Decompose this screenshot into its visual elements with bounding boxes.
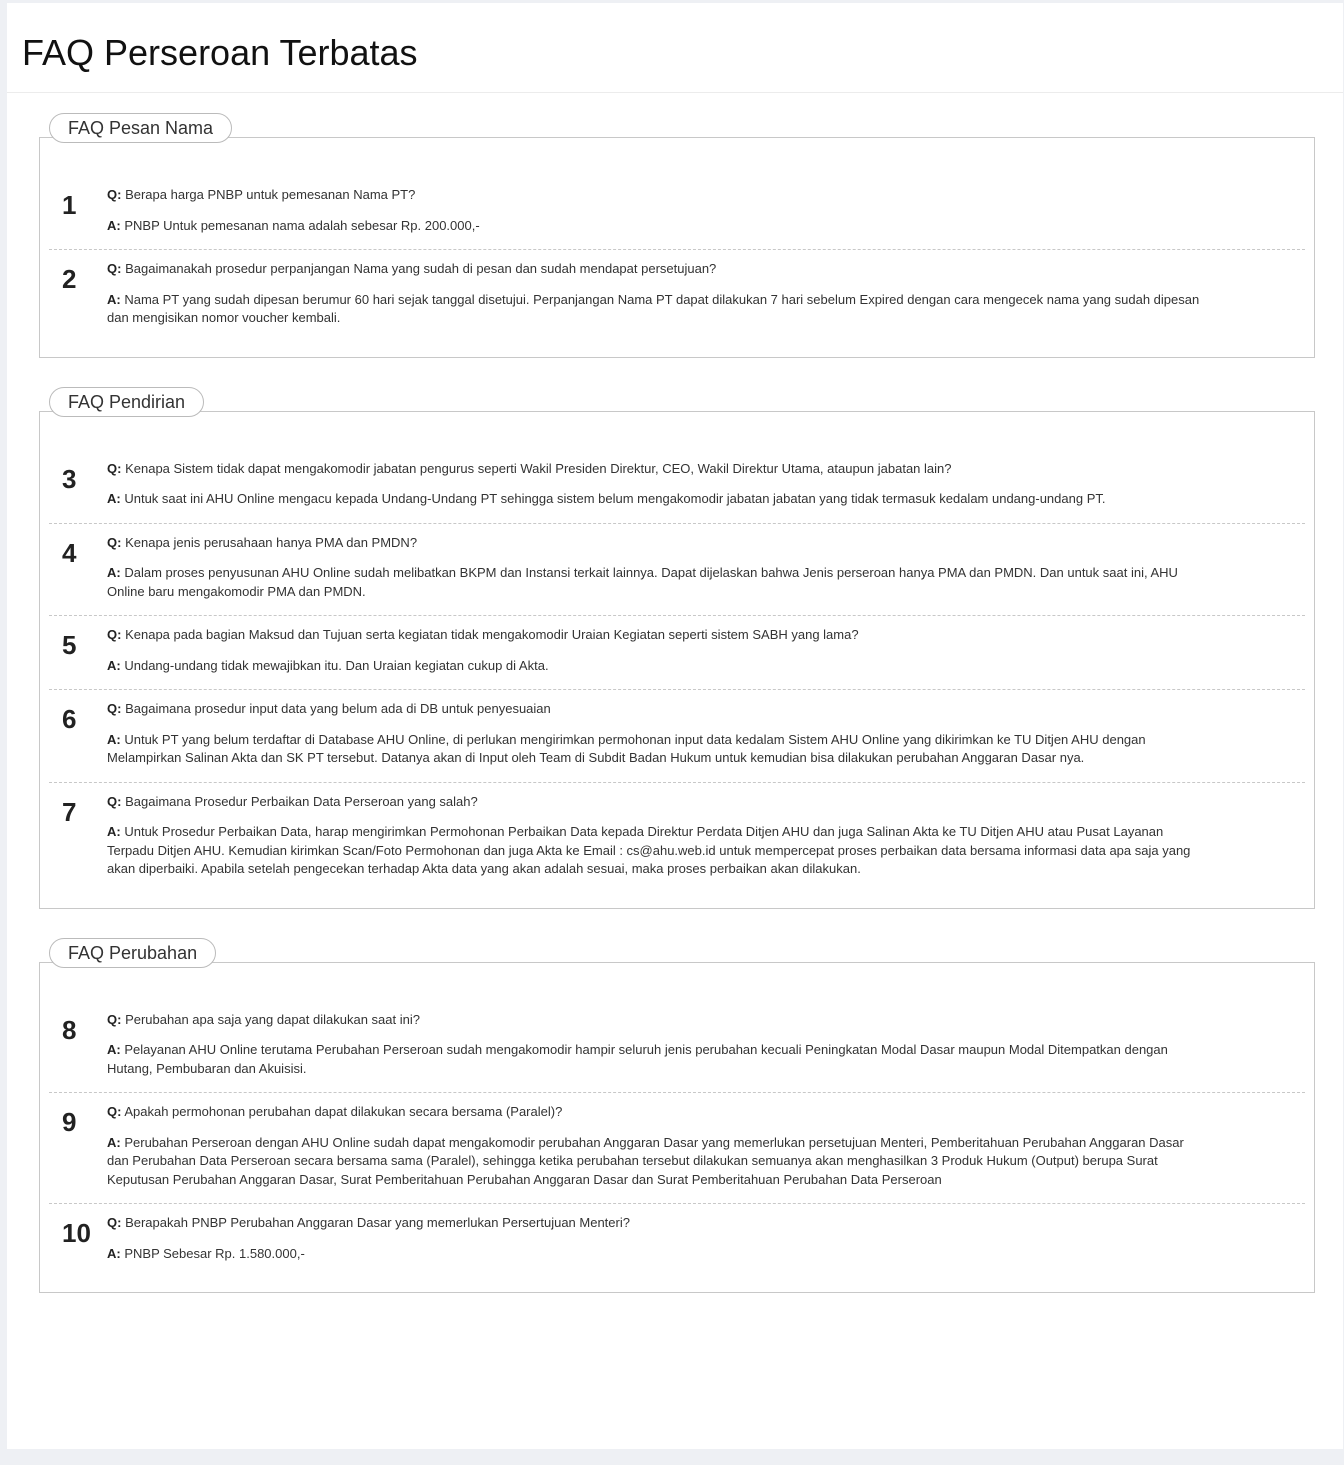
faq-number: 2 [62, 264, 77, 294]
question-label: Q: [107, 1104, 122, 1119]
faq-item [49, 523, 1305, 616]
answer-label: A: [107, 824, 121, 839]
faq-question [107, 460, 1207, 479]
question-label: Q: [107, 701, 122, 716]
faq-question [107, 186, 1207, 205]
faq-item [49, 689, 1305, 782]
faq-page [7, 3, 1343, 1449]
question-text: Kenapa Sistem tidak dapat mengakomodir jabatan pengurus seperti Wakil Presiden Direktur, CEO, Wakil Direktur Utama, ataupun jabatan lain? [125, 460, 952, 476]
faq-question [107, 534, 1207, 553]
answer-text: Untuk PT yang belum terdaftar di Database AHU Online, di perlukan mengirimkan permohonan input data kedalam Sistem AHU Online yang dikirimkan ke TU Ditjen AHU dengan Melampirkan Salinan Akta dan SK PT tersebut. Datanya akan di Input oleh Team di Subdit Badan Hukum untuk kemudian bisa dilakukan perubahan Anggaran Dasar nya. [107, 731, 1146, 765]
faq-list [49, 450, 1305, 908]
faq-question [107, 1103, 1207, 1122]
answer-label: A: [107, 491, 121, 506]
faq-answer [107, 1134, 1207, 1190]
question-label: Q: [107, 534, 122, 550]
faq-answer [107, 657, 1207, 676]
faq-number: 7 [62, 796, 77, 827]
faq-answer [107, 1041, 1207, 1078]
faq-section-pendirian [39, 391, 1315, 909]
answer-label: A: [107, 217, 121, 233]
question-text: Kenapa pada bagian Maksud dan Tujuan serta kegiatan tidak mengakomodir Uraian Kegiatan seperti sistem SABH yang lama? [125, 627, 859, 642]
question-label: Q: [107, 793, 122, 809]
answer-text: PNBP Untuk pemesanan nama adalah sebesar Rp. 200.000,- [124, 217, 480, 233]
faq-question [107, 700, 1207, 719]
question-label: Q: [107, 261, 122, 276]
faq-number: 6 [62, 704, 77, 734]
faq-answer [107, 1245, 1207, 1264]
question-text: Bagaimana prosedur input data yang belum ada di DB untuk penyesuaian [125, 701, 551, 716]
faq-number: 4 [62, 537, 77, 568]
faq-number: 5 [62, 630, 77, 660]
faq-answer [107, 823, 1207, 879]
faq-item [49, 176, 1305, 249]
faq-number: 3 [62, 463, 77, 494]
faq-item [49, 1203, 1305, 1292]
question-text: Berapa harga PNBP untuk pemesanan Nama PT? [125, 187, 416, 202]
faq-answer [107, 731, 1207, 768]
answer-text: Dalam proses penyusunan AHU Online sudah melibatkan BKPM dan Instansi terkait lainnya. Dapat dijelaskan bahwa Jenis perseroan hanya PMA dan PMDN. Dan untuk saat ini, AHU Online baru mengakomodir PMA dan PMDN. [107, 565, 1178, 599]
question-text: Perubahan apa saja yang dapat dilakukan saat ini? [125, 1011, 420, 1027]
answer-label: A: [107, 291, 121, 307]
faq-item [49, 782, 1305, 908]
section-legend: FAQ Pesan Nama [49, 113, 232, 143]
question-text: Bagaimana Prosedur Perbaikan Data Perseroan yang salah? [125, 793, 478, 809]
answer-text: Perubahan Perseroan dengan AHU Online sudah dapat mengakomodir perubahan Anggaran Dasar yang memerlukan persetujuan Menteri, Pemberitahuan Perubahan Anggaran Dasar dan Perubahan Data Perseroan secara bersama sama (Paralel), sehingga ketika perubahan tersebut dilakukan semuanya akan menghasilkan 3 Produk Hukum (Output) berupa Surat Keputusan Perubahan Anggaran Dasar, Surat Pemberitahuan Perubahan Anggaran Dasar dan Surat Pemberitahuan Perubahan Data Perseroan [107, 1134, 1184, 1187]
question-label: Q: [107, 1215, 122, 1230]
answer-label: A: [107, 731, 121, 747]
faq-question [107, 1214, 1207, 1233]
faq-item [49, 1001, 1305, 1093]
answer-text: PNBP Sebesar Rp. 1.580.000,- [124, 1245, 305, 1261]
question-label: Q: [107, 1011, 122, 1027]
section-legend: FAQ Pendirian [49, 387, 204, 417]
question-text: Berapakah PNBP Perubahan Anggaran Dasar yang memerlukan Persertujuan Menteri? [125, 1215, 630, 1230]
question-label: Q: [107, 187, 122, 202]
faq-question [107, 626, 1207, 645]
faq-section-pesan-nama [39, 118, 1315, 358]
answer-label: A: [107, 1042, 121, 1057]
faq-number: 9 [62, 1107, 77, 1137]
faq-answer [107, 217, 1207, 236]
faq-number: 1 [62, 190, 77, 220]
question-label: Q: [107, 627, 122, 642]
faq-answer [107, 490, 1207, 509]
faq-section-perubahan [39, 942, 1315, 1294]
answer-text: Nama PT yang sudah dipesan berumur 60 hari sejak tanggal disetujui. Perpanjangan Nama PT dapat dilakukan 7 hari sebelum Expired dengan cara mengecek nama yang sudah dipesan dan mengisikan nomor voucher kembali. [107, 291, 1200, 325]
faq-item [49, 615, 1305, 689]
answer-text: Untuk saat ini AHU Online mengacu kepada Undang-Undang PT sehingga sistem belum mengakomodir jabatan jabatan yang tidak termasuk kedalam undang-undang PT. [124, 491, 1106, 506]
faq-question [107, 793, 1207, 812]
question-label: Q: [107, 460, 122, 476]
answer-text: Pelayanan AHU Online terutama Perubahan Perseroan sudah mengakomodir hampir seluruh jenis perubahan kecuali Peningkatan Modal Dasar maupun Modal Ditempatkan dengan Hutang, Pembubaran dan Akuisisi. [107, 1042, 1168, 1076]
faq-question [107, 260, 1207, 279]
answer-label: A: [107, 1245, 121, 1261]
answer-text: Undang-undang tidak mewajibkan itu. Dan Uraian kegiatan cukup di Akta. [124, 657, 549, 673]
page-title: FAQ Perseroan Terbatas [7, 3, 1343, 93]
faq-item [49, 1092, 1305, 1203]
question-text: Bagaimanakah prosedur perpanjangan Nama yang sudah di pesan dan sudah mendapat persetujuan? [125, 261, 717, 276]
question-text: Kenapa jenis perusahaan hanya PMA dan PMDN? [125, 534, 418, 550]
faq-item [49, 249, 1305, 357]
faq-number: 10 [62, 1218, 91, 1248]
faq-list [49, 1001, 1305, 1293]
faq-question [107, 1011, 1207, 1030]
faq-item [49, 450, 1305, 523]
question-text: Apakah permohonan perubahan dapat dilakukan secara bersama (Paralel)? [124, 1104, 563, 1119]
answer-label: A: [107, 565, 121, 580]
faq-number: 8 [62, 1014, 77, 1045]
faq-list [49, 176, 1305, 357]
faq-answer [107, 291, 1207, 328]
faq-answer [107, 564, 1207, 601]
answer-text: Untuk Prosedur Perbaikan Data, harap mengirimkan Permohonan Perbaikan Data kepada Direktur Perdata Ditjen AHU dan juga Salinan Akta ke TU Ditjen AHU atau Pusat Layanan Terpadu Ditjen AHU. Kemudian kirimkan Scan/Foto Permohonan dan juga Akta ke Email : cs@ahu.web.id untuk mempercepat proses perbaikan data bersama informasi data apa saja yang akan diperbaiki. Apabila setelah pengecekan terhadap Akta data yang akan adalah sesuai, maka proses perbaikan akan dilakukan. [107, 824, 1191, 876]
answer-label: A: [107, 657, 121, 673]
section-legend: FAQ Perubahan [49, 938, 216, 968]
answer-label: A: [107, 1134, 121, 1150]
